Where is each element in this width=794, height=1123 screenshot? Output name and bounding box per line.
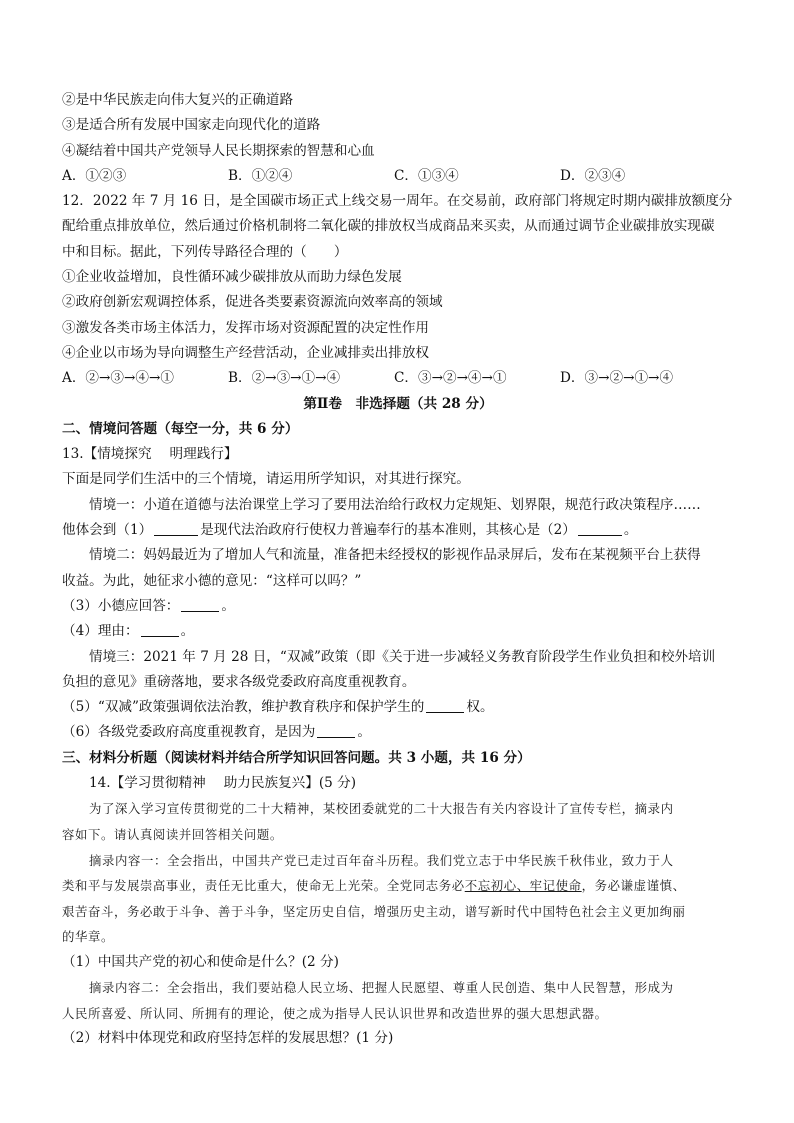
q13-subq-4: （4）理由： 。: [62, 623, 195, 640]
q11-statement-3: ③是适合所有发展中国家走向现代化的道路: [62, 117, 321, 134]
q12-option-a[interactable]: A．②→③→④→①: [62, 370, 174, 387]
q14-material-1-line-4: 的华章。: [62, 929, 114, 945]
q12-stem-1: 12．2022 年 7 月 16 日，是全国碳市场正式上线交易一周年。在交易前，政府部门将规定时期内碳排放额度分: [62, 193, 733, 210]
q12-statement-2: ②政府创新宏观调控体系，促进各类要素资源流向效率高的领域: [62, 294, 443, 311]
q13-subq-6: （6）各级党委政府高度重视教育，是因为 。: [62, 724, 371, 741]
part2-title: 第Ⅱ卷 非选择题（共 28 分）: [303, 395, 493, 412]
answer-blank-1[interactable]: [154, 521, 198, 536]
q11-option-b[interactable]: B．①②④: [228, 167, 293, 184]
q14-material-1-line-1: 摘录内容一：全会指出，中国共产党已走过百年奋斗历程。我们党立志于中华民族千秋伟业，致力于人: [89, 852, 674, 868]
q14-heading: 14.【学习贯彻精神 助力民族复兴】(5 分): [89, 775, 357, 792]
q12-options: [62, 366, 734, 391]
q14-material-2-line-2: 人民所喜爱、所认同、所拥有的理论，使之成为指导人民认识世界和改造世界的强大思想武器。: [62, 1005, 608, 1021]
q13-heading: 13.【情境探究 明理践行】: [62, 446, 238, 463]
q12-statement-3: ③激发各类市场主体活力，发挥市场对资源配置的决定性作用: [62, 319, 430, 336]
q14-subq-1: （1）中国共产党的初心和使命是什么？(2 分): [62, 953, 339, 970]
q12-stem-2: 配给重点排放单位，然后通过价格机制将二氧化碳的排放权当成商品来买卖，从而通过调节企业碳排放实现碳: [62, 218, 715, 235]
q12-option-b[interactable]: B．②→③→①→④: [228, 370, 341, 387]
q13-scenario-3-line-2: 负担的意见》重磅落地，要求各级党委政府高度重视教育。: [62, 673, 416, 690]
q13-subq-3: （3）小德应回答： 。: [62, 597, 235, 614]
q14-intro-line-1: 为了深入学习宣传贯彻党的二十大精神，某校团委就党的二十大报告有关内容设计了宣传专栏，摘录内: [89, 801, 674, 817]
q12-option-d[interactable]: D．③→②→①→④: [560, 370, 674, 387]
underlined-phrase: 不忘初心、牢记使命: [464, 878, 582, 894]
answer-blank-5[interactable]: [426, 698, 464, 713]
section-2-heading: 二、情境问答题（每空一分，共 6 分）: [62, 420, 299, 437]
q13-subq-5: （5）“双减”政策强调依法治教，维护教育秩序和保护学生的 权。: [62, 699, 494, 716]
q11-statement-2: ②是中华民族走向伟大复兴的正确道路: [62, 92, 294, 108]
q11-option-d[interactable]: D．②③④: [560, 167, 626, 184]
q14-subq-2: （2）材料中体现党和政府坚持怎样的发展思想？(1 分): [62, 1030, 394, 1047]
q13-scenario-1-line-2: 他体会到（1） 是现代法治政府行使权力普遍奉行的基本准则，其核心是（2） 。: [62, 522, 638, 539]
q12-stem-3: 中和目标。据此，下列传导路径合理的（ ）: [62, 243, 348, 260]
answer-blank-2[interactable]: [578, 521, 622, 536]
q14-intro-line-2: 容如下。请认真阅读并回答相关问题。: [62, 826, 283, 842]
answer-blank-6[interactable]: [317, 723, 355, 738]
q14-material-1-line-2: 类和平与发展崇高事业，责任无比重大，使命无上光荣。全党同志务必不忘初心、牢记使命，务必谦虚谨慎、: [62, 878, 686, 894]
exam-page: [62, 88, 734, 1052]
q11-option-c[interactable]: C．①③④: [394, 167, 459, 184]
answer-blank-3[interactable]: [181, 597, 219, 612]
q13-intro: 下面是同学们生活中的三个情境，请运用所学知识，对其进行探究。: [62, 471, 470, 488]
section-3-heading: 三、材料分析题（阅读材料并结合所学知识回答问题。共 3 小题，共 16 分）: [62, 749, 531, 766]
q13-scenario-1-line-1: 情境一：小道在道德与法治课堂上学习了要用法治给行政权力定规矩、划界限，规范行政决策程序……: [89, 496, 701, 513]
q13-scenario-2-line-1: 情境二：妈妈最近为了增加人气和流量，准备把未经授权的影视作品录屏后，发布在某视频平台上获得: [89, 547, 701, 564]
answer-blank-4[interactable]: [141, 622, 179, 637]
q11-options: [62, 164, 734, 189]
q12-option-c[interactable]: C．③→②→④→①: [394, 370, 507, 387]
q13-scenario-3-line-1: 情境三：2021 年 7 月 28 日，“双减”政策（即《关于进一步减轻义务教育阶段学生作业负担和校外培训: [89, 648, 716, 665]
q11-statement-4: ④凝结着中国共产党领导人民长期探索的智慧和心血: [62, 142, 375, 159]
q12-statement-4: ④企业以市场为导向调整生产经营活动，企业减排卖出排放权: [62, 344, 430, 361]
q12-statement-1: ①企业收益增加，良性循环减少碳排放从而助力绿色发展: [62, 269, 402, 286]
q14-material-1-line-3: 艰苦奋斗，务必敢于斗争、善于斗争，坚定历史自信，增强历史主动，谱写新时代中国特色社会主义更加绚丽: [62, 903, 686, 919]
q13-scenario-2-line-2: 收益。为此，她征求小德的意见：“这样可以吗？”: [62, 572, 362, 589]
q14-material-2-line-1: 摘录内容二：全会指出，我们要站稳人民立场、把握人民愿望、尊重人民创造、集中人民智慧，形成为: [89, 980, 674, 996]
q11-option-a[interactable]: A．①②③: [62, 167, 127, 184]
